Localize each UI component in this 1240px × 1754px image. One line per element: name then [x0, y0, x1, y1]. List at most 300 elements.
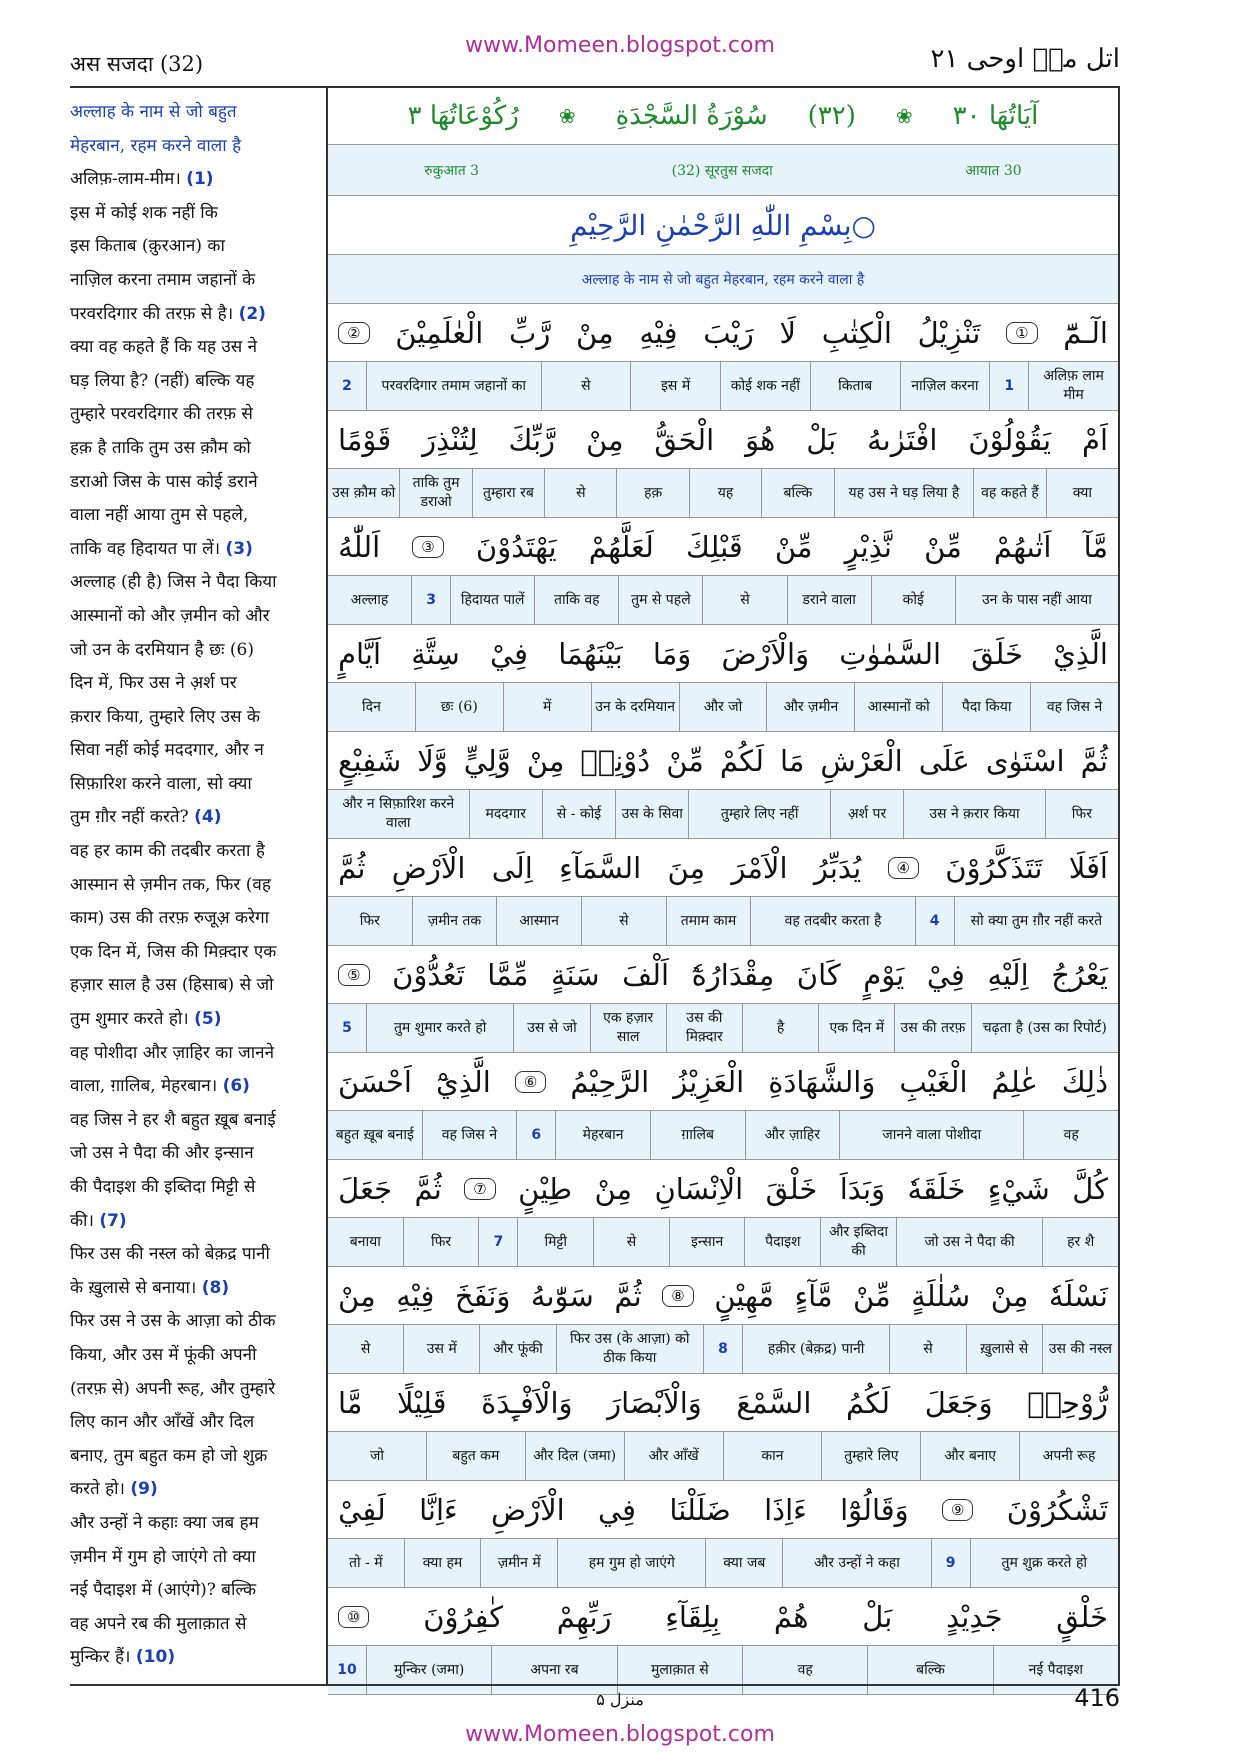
word-translation-cell: तुम्हारे लिए नहीं: [688, 790, 830, 838]
arabic-line: [328, 732, 1118, 790]
arabic-word: ثُمَّ: [338, 850, 366, 885]
word-translation-row: [328, 469, 1118, 518]
word-translation-cell: हम गुम हो जाएंगे: [557, 1539, 705, 1587]
arabic-word: السَّمَآءِ: [559, 850, 642, 885]
arabic-word: سُلٰلَةٍ: [911, 1278, 971, 1313]
translation-line: [70, 1507, 322, 1541]
arabic-word: مَّهِيْنٍ: [714, 1278, 774, 1313]
translation-text: इस किताब (क़ुरआन) का: [70, 236, 225, 257]
arabic-word: وَّلِيٍّ: [463, 743, 511, 778]
translation-text: क़रार किया, तुम्हारे लिए उस के: [70, 706, 260, 727]
word-translation-cell: दिन: [362, 698, 381, 715]
arabic-line: [328, 304, 1118, 362]
surah-info-bar: [328, 145, 1118, 196]
arabic-word: سِتَّةِ: [411, 636, 460, 671]
word-translation-row: [328, 897, 1118, 946]
word-translation-cell: उस क़ौम को: [332, 484, 396, 501]
header-surah-name: अस सजदा (32): [70, 52, 204, 76]
word-translation-cell: और दिल (जमा): [525, 1432, 624, 1480]
word-translation-cell: आस्मानों को: [854, 683, 942, 731]
translation-line: [70, 197, 322, 231]
translation-text: आस्मान से ज़मीन तक, फिर (वह: [70, 874, 271, 895]
arabic-line: [328, 839, 1118, 897]
translation-line: [70, 1641, 322, 1675]
translation-text: अल्लाह (ही है) जिस ने पैदा किया: [70, 572, 277, 593]
word-translation-cell: (उस का रिपोर्ट) चढ़ता है: [971, 1004, 1118, 1052]
ayah-end-marker: ②: [338, 322, 369, 344]
word-translation-cell: नाज़िल करना: [900, 362, 990, 410]
translation-line: [70, 533, 322, 567]
bottom-rule: [70, 1684, 1120, 1686]
translation-line: [70, 1305, 322, 1339]
arabic-word: الْعَزِيْزُ: [673, 1064, 745, 1099]
word-translation-cell: मुन्किर (जमा): [366, 1646, 491, 1694]
translation-text: बनाए, तुम बहुत कम हो जो शुक्र: [70, 1445, 268, 1466]
word-translation-cell: तमाम काम: [666, 897, 751, 945]
translation-text: ताकि वह हिदायत पा लें।: [70, 538, 221, 559]
word-translation-cell: छः (6): [415, 683, 503, 731]
arabic-line: [328, 1374, 1118, 1432]
translation-text: सिफ़ारिश करने वाला, सो क्या: [70, 773, 252, 794]
bismillah: بِسْمِ اللّٰهِ الرَّحْمٰنِ الرَّحِيْمِ○: [328, 196, 1118, 255]
arabic-word: فِيْ: [926, 957, 965, 992]
arabic-word: شَيْءٍ: [987, 1171, 1050, 1206]
word-translation-cell: और आँखें: [624, 1432, 723, 1480]
word-translation-cell: अपनी रूह: [1019, 1432, 1118, 1480]
arabic-word: فِي: [598, 1492, 637, 1527]
arabic-word: عٰلِمُ: [991, 1064, 1038, 1099]
arabic-word: وَجَعَلَ: [924, 1385, 993, 1420]
verse-number-cell: 7: [478, 1218, 517, 1266]
word-translation-cell: एक हज़ार साल: [590, 1004, 666, 1052]
translation-text: एक दिन में, जिस की मिक़्दार एक: [70, 941, 277, 962]
word-translation-cell: और बनाए: [920, 1432, 1019, 1480]
arabic-word: مِّنْ: [853, 1278, 891, 1313]
title-ayat: آيَاتُهَا ٣٠: [952, 101, 1039, 131]
arabic-word: الْاَمْرَ: [731, 850, 788, 885]
translation-line: [70, 801, 322, 835]
word-translation-cell: ज़मीन तक: [412, 897, 497, 945]
translation-text: वह अपने रब की मुलाक़ात से: [70, 1613, 247, 1634]
word-translation-cell: और न सिफ़ारिश करने वाला: [342, 796, 455, 831]
translation-text: काम) उस की तरफ़ रुजूअ़ करेगा: [70, 908, 270, 929]
arabic-word: فِيْهِ: [396, 1278, 435, 1313]
verse-number-cell: 3: [411, 576, 450, 624]
translation-text: नाज़िल करना तमाम जहानों के: [70, 269, 256, 290]
arabic-word: مِنْ: [526, 743, 565, 778]
arabic-word: فِيْهِ: [639, 315, 678, 350]
arabic-word: الْعٰلَمِيْنَ: [395, 315, 484, 350]
ayah-end-marker: ⑥: [515, 1071, 546, 1093]
word-translation-cell: वह जिस ने: [422, 1111, 517, 1159]
arabic-word: ءَاِنَّا: [419, 1492, 458, 1527]
translation-text: हक़ है ताकि तुम उस क़ौम को: [70, 437, 251, 458]
word-translation-cell: तुम से पहले: [618, 576, 702, 624]
word-translation-cell: बहुत कम: [426, 1432, 525, 1480]
translation-column: [70, 96, 322, 1675]
arabic-word: اَتٰىهُمْ: [993, 529, 1052, 564]
word-translation-cell: अ़र्श पर: [830, 790, 903, 838]
arabic-word: ذٰلِكَ: [1061, 1064, 1108, 1099]
word-translation-cell: कोई: [871, 576, 955, 624]
arabic-word: خَلْقَ: [765, 1171, 818, 1206]
word-translation-cell: वह कहते हैं: [973, 469, 1045, 517]
translation-line: [70, 1608, 322, 1642]
verse-number-cell: 9: [931, 1539, 970, 1587]
arabic-word: اَفَلَا: [1068, 850, 1108, 885]
translation-text: के ख़ुलासे से बनाया।: [70, 1277, 197, 1298]
arabic-word: خَلَقَ: [971, 636, 1023, 671]
translation-line: [70, 1406, 322, 1440]
translation-line: [70, 1104, 322, 1138]
arabic-word: مَّا: [338, 1385, 363, 1420]
arabic-word: مَّآ: [1083, 529, 1108, 564]
arabic-word: رُّوْحِهٖ: [1027, 1385, 1108, 1420]
translation-text: की।: [70, 1210, 94, 1231]
arabic-word: لَا: [779, 315, 797, 350]
arabic-word: اَمْ: [1081, 422, 1108, 457]
arabic-word: نَسْلَهٗ: [1048, 1278, 1108, 1313]
word-translation-cell: उस के सिवा: [615, 790, 688, 838]
arabic-word: مِنْ: [990, 1278, 1029, 1313]
arabic-word: وَالْاَبْصَارَ: [607, 1385, 702, 1420]
word-translation-cell: से: [593, 1218, 669, 1266]
flower-icon: ❀: [558, 104, 576, 128]
translation-line: [70, 398, 322, 432]
word-translation-cell: वह जिस ने: [1030, 683, 1118, 731]
arabic-word: اِلَيْهِ: [987, 957, 1029, 992]
arabic-word: نَّذِيْرٍ: [844, 529, 892, 564]
surah-title-bar: [328, 88, 1118, 145]
translation-text: फिर उस ने उस के आज़ा को ठीक: [70, 1311, 276, 1332]
translation-text: वाला, ग़ालिब, मेहरबान।: [70, 1076, 218, 1097]
word-translation-cell: उस में: [403, 1325, 479, 1373]
word-translation-cell: बनाया: [349, 1233, 381, 1250]
verse-number-cell: 6: [516, 1111, 555, 1159]
word-translation-cell: बल्कि: [867, 1646, 992, 1694]
word-translation-row: [328, 1325, 1118, 1374]
arabic-word: الْاِنْسَانِ: [654, 1171, 744, 1206]
translation-line: [70, 667, 322, 701]
translation-line: [70, 1440, 322, 1474]
word-translation-row: [328, 1111, 1118, 1160]
arabic-word: مِقْدَارُهٗٓ: [691, 957, 775, 992]
translation-text: जो उस ने पैदा की और इन्सान: [70, 1143, 254, 1164]
arabic-word: وَمَا: [652, 636, 692, 671]
word-translation-cell: है: [742, 1004, 818, 1052]
word-translation-cell: एक दिन में: [818, 1004, 894, 1052]
arabic-word: يَقُوْلُوْنَ: [968, 422, 1052, 457]
word-translation-row: [328, 790, 1118, 839]
word-translation-cell: फिर उस (के आज़ा) को ठीक किया: [556, 1325, 703, 1373]
translation-text: ज़मीन में गुम हो जाएंगे तो क्या: [70, 1546, 256, 1567]
translation-text: इस में कोई शक नहीं कि: [70, 202, 218, 223]
word-translation-cell: क्या: [1046, 469, 1118, 517]
arabic-word: جَدِيْدٍ: [946, 1599, 1003, 1634]
translation-line: [70, 499, 322, 533]
word-translation-cell: पैदा किया: [942, 683, 1030, 731]
ayah-end-marker: ④: [888, 857, 919, 879]
word-translation-cell: से: [581, 897, 666, 945]
arabic-word: تَتَذَكَّرُوْنَ: [945, 850, 1043, 885]
verse-number: (8): [201, 1277, 230, 1298]
translation-line: [70, 1473, 322, 1507]
word-translation-cell: ज़मीन में: [480, 1539, 557, 1587]
ayah-end-marker: ①: [1006, 322, 1037, 344]
word-translation-cell: पैदाइश: [744, 1218, 820, 1266]
bismillah-translation: अल्लाह के नाम से जो बहुत मेहरबान, रहम करने वाला है: [328, 255, 1118, 304]
arabic-word: دُوْنِهٖ: [580, 743, 651, 778]
translation-line: [70, 432, 322, 466]
translation-text: दिन में, फिर उस ने अ़र्श पर: [70, 673, 237, 694]
translation-line: [70, 1037, 322, 1071]
translation-line: [70, 701, 322, 735]
arabic-word: ضَلَلْنَا: [669, 1492, 731, 1527]
translation-text: वह जिस ने हर शै बहुत ख़ूब बनाई: [70, 1109, 276, 1130]
word-translation-cell: ग़ालिब: [650, 1111, 745, 1159]
word-translation-cell: से - कोई: [542, 790, 615, 838]
translation-text: अलिफ़-लाम-मीम।: [70, 169, 181, 190]
verse-number-cell: 10: [337, 1661, 357, 1678]
arabic-word: وَبَدَاَ: [839, 1171, 886, 1206]
word-translation-cell: उन के दरमियान: [591, 683, 679, 731]
arabic-word: يُدَبِّرُ: [813, 850, 862, 885]
word-translation-cell: और जो: [679, 683, 767, 731]
translation-text: वह हर काम की तदबीर करता है: [70, 841, 265, 862]
arabic-word: قَلِيْلًا: [396, 1385, 447, 1420]
arabic-word: مَّآءٍ: [794, 1278, 833, 1313]
translation-line: [70, 1272, 322, 1306]
translation-line: [70, 902, 322, 936]
arabic-word: الْاَرْضِ: [391, 850, 466, 885]
translation-line: [70, 936, 322, 970]
arabic-word: الٓـمّٓ: [1063, 315, 1108, 350]
word-translation-cell: मिट्टी: [517, 1218, 593, 1266]
verse-number-cell: 2: [342, 377, 352, 394]
word-translation-cell: से: [544, 469, 616, 517]
footer-url[interactable]: www.Momeen.blogspot.com: [465, 1722, 775, 1747]
word-translation-row: [328, 1004, 1118, 1053]
arabic-word: لَعَلَّهُمْ: [588, 529, 654, 564]
word-translation-cell: और ज़ाहिर: [745, 1111, 840, 1159]
word-translation-cell: इस में: [630, 362, 720, 410]
translation-text: सिवा नहीं कोई मददगार, और न: [70, 740, 264, 761]
arabic-word: رَّبِّكَ: [508, 422, 556, 457]
ayah-end-marker: ⑤: [338, 964, 369, 986]
arabic-word: اَحْسَنَ: [338, 1064, 412, 1099]
arabic-word: سَوّٰىهُ: [530, 1278, 594, 1313]
arabic-word: وَقَالُوْٓا: [840, 1492, 909, 1527]
word-translation-row: [328, 1218, 1118, 1267]
translation-line: [70, 1373, 322, 1407]
verse-number: (4): [194, 807, 222, 828]
word-translation-cell: तुम शुक्र करते हो: [970, 1539, 1118, 1587]
translation-line: [70, 163, 322, 197]
arabic-line: [328, 1267, 1118, 1325]
verse-number-cell: 8: [703, 1325, 742, 1373]
word-translation-row: [328, 1646, 1118, 1695]
arabic-line: [328, 1053, 1118, 1111]
word-translation-cell: ख़ुलासे से: [966, 1325, 1042, 1373]
translation-text: किया, और उस में फूंकी अपनी: [70, 1344, 257, 1365]
translation-text: घड़ लिया है? (नहीं) बल्कि यह: [70, 370, 255, 391]
info-ayat: आयात 30: [965, 162, 1022, 179]
arabic-word: لِتُنْذِرَ: [422, 422, 478, 457]
arabic-word: الَّذِيْٓ: [436, 1064, 491, 1099]
translation-text: आस्मानों को और ज़मीन को और: [70, 605, 270, 626]
verse-rows: [328, 304, 1118, 1695]
ayah-end-marker: ⑨: [942, 1499, 973, 1521]
arabic-word: وَّلَا: [417, 743, 448, 778]
arabic-word: يَعْرُجُ: [1051, 957, 1108, 992]
translation-line: [70, 835, 322, 869]
verse-number: (9): [130, 1479, 158, 1500]
word-translation-cell: और ज़मीन: [766, 683, 854, 731]
translation-line: [70, 331, 322, 365]
translation-text: डराओ जिस के पास कोई डराने: [70, 471, 258, 492]
arabic-line: [328, 1481, 1118, 1539]
arabic-word: ثُمَّ: [414, 1171, 442, 1206]
translation-line: [70, 969, 322, 1003]
info-surah: (32) सूरतुस सजदा: [671, 162, 773, 179]
arabic-word: الْكِتٰبِ: [821, 315, 892, 350]
word-translation-cell: फिर: [403, 1218, 479, 1266]
verse-number-cell: 4: [915, 897, 954, 945]
translation-line: [70, 1137, 322, 1171]
arabic-word: لَكُمْ: [719, 743, 764, 778]
translation-line: [70, 264, 322, 298]
arabic-line: [328, 1588, 1118, 1646]
word-translation-cell: तुम्हारा रब: [472, 469, 544, 517]
translation-text: (तरफ़ से) अपनी रूह, और तुम्हारे: [70, 1378, 276, 1399]
arabic-line: [328, 946, 1118, 1004]
word-translation-cell: यह: [689, 469, 761, 517]
arabic-word: عَلَى: [918, 743, 970, 778]
arabic-word: وَنَفَخَ: [454, 1278, 511, 1313]
word-translation-cell: उस से जो: [513, 1004, 589, 1052]
arabic-line: [328, 625, 1118, 683]
word-translation-cell: इन्सान: [669, 1218, 745, 1266]
translation-line: [70, 1574, 322, 1608]
arabic-word: وَالْاَفْـِٕدَةَ: [481, 1385, 573, 1420]
arabic-word: وَالشَّهَادَةِ: [768, 1064, 876, 1099]
translation-line: [70, 768, 322, 802]
translation-text: तुम ग़ौर नहीं करते?: [70, 807, 189, 828]
ayah-end-marker: ⑦: [464, 1178, 495, 1200]
word-translation-cell: अपना रब: [491, 1646, 616, 1694]
verse-number: (10): [135, 1647, 176, 1668]
word-translation-row: [328, 683, 1118, 732]
footer-manzil: منزل ۵: [596, 1690, 644, 1709]
arabic-word: مِنْ: [585, 422, 624, 457]
arabic-word: اَللّٰهُ: [338, 529, 381, 564]
translation-line: [70, 869, 322, 903]
translation-line: [70, 1339, 322, 1373]
arabic-word: مِنْ: [594, 1171, 633, 1206]
arabic-word: الرَّحِيْمُ: [570, 1064, 650, 1099]
translation-text: नई पैदाइश में (आएंगे)? बल्कि: [70, 1580, 257, 1601]
arabic-word: اسْتَوٰى: [985, 743, 1065, 778]
word-translation-cell: वह: [742, 1646, 867, 1694]
arabic-word: فِيْ: [489, 636, 529, 671]
translation-line: [70, 298, 322, 332]
arabic-word: بِلِقَآءِ: [665, 1599, 721, 1634]
word-translation-cell: मददगार: [469, 790, 542, 838]
arabic-word: رَبِّهِمْ: [556, 1599, 612, 1634]
arabic-word: افْتَرٰىهُ: [867, 422, 938, 457]
word-translation-cell: क्या जब: [705, 1539, 782, 1587]
arabic-word: تَعُدُّوْنَ: [392, 957, 465, 992]
translation-text: जो उन के दरमियान है छः (6): [70, 639, 254, 660]
translation-text: तुम शुमार करते हो।: [70, 1009, 189, 1030]
arabic-word: ءَاِذَا: [764, 1492, 807, 1527]
arabic-word: الْعَرْشِ: [820, 743, 903, 778]
verse-number-cell: 1: [989, 362, 1028, 410]
word-translation-cell: से: [360, 1340, 371, 1357]
word-translation-cell: बल्कि: [761, 469, 833, 517]
arabic-word: سَنَةٍ: [550, 957, 600, 992]
arabic-word: بَلْ: [862, 1599, 893, 1634]
word-translation-cell: हिदायत पालें: [450, 576, 534, 624]
header-url[interactable]: www.Momeen.blogspot.com: [465, 33, 775, 58]
title-surah: سُوْرَةُ السَّجْدَةِ: [615, 101, 768, 131]
arabic-word: لَكُمُ: [845, 1385, 891, 1420]
word-translation-cell: हक़ीर (बेक़द्र) पानी: [742, 1325, 889, 1373]
quran-grid: [326, 88, 1120, 1684]
arabic-word: وَالْاَرْضَ: [721, 636, 810, 671]
word-translation-cell: परवरदिगार तमाम जहानों का: [366, 362, 541, 410]
arabic-word: مِنْ: [576, 315, 614, 350]
arabic-word: الْحَقُّ: [654, 422, 715, 457]
word-translation-cell: उन के पास नहीं आया: [955, 576, 1118, 624]
translation-line: [70, 466, 322, 500]
arabic-word: خَلَقَهٗ: [907, 1171, 966, 1206]
word-translation-cell: तो - में: [349, 1554, 383, 1571]
arabic-line: [328, 518, 1118, 576]
arabic-word: بَيْنَهُمَا: [558, 636, 623, 671]
word-translation-cell: कान: [723, 1432, 822, 1480]
word-translation-cell: बहुत ख़ूब बनाई: [335, 1126, 414, 1143]
word-translation-row: [328, 1539, 1118, 1588]
word-translation-cell: यह उस ने घड़ लिया है: [834, 469, 974, 517]
translation-line: [70, 1003, 322, 1037]
page-number: 416: [1074, 1684, 1120, 1712]
translation-text: लिए कान और आँखें और दिल: [70, 1412, 255, 1433]
arabic-word: اَيَّامٍ: [338, 636, 382, 671]
translation-text: करते हो।: [70, 1479, 125, 1500]
translation-text: तुम्हारे परवरदिगार की तरफ़ से: [70, 404, 253, 425]
translation-text: और उन्हों ने कहाः क्या जब हम: [70, 1512, 259, 1533]
arabic-line: [328, 411, 1118, 469]
word-translation-cell: से: [702, 576, 786, 624]
translation-text: वह पोशीदा और ज़ाहिर का जानने: [70, 1042, 275, 1063]
verse-number: (5): [194, 1009, 222, 1030]
translation-text: मुन्किर हैं।: [70, 1647, 131, 1668]
ayah-end-marker: ③: [412, 536, 443, 558]
translation-line: [70, 1541, 322, 1575]
arabic-word: هُوَ: [745, 422, 776, 457]
word-translation-cell: किताब: [810, 362, 900, 410]
translation-line: [70, 130, 322, 164]
word-translation-cell: अल्लाह: [350, 591, 389, 608]
arabic-word: اِلَى: [491, 850, 533, 885]
word-translation-cell: जानने वाला पोशीदा: [839, 1111, 1023, 1159]
word-translation-cell: उस ने क़रार किया: [903, 790, 1045, 838]
arabic-word: السَّمْعَ: [736, 1385, 812, 1420]
arabic-word: مِّنْ: [774, 529, 813, 564]
word-translation-cell: फिर: [359, 912, 380, 929]
arabic-word: مِنْ: [338, 1278, 376, 1313]
